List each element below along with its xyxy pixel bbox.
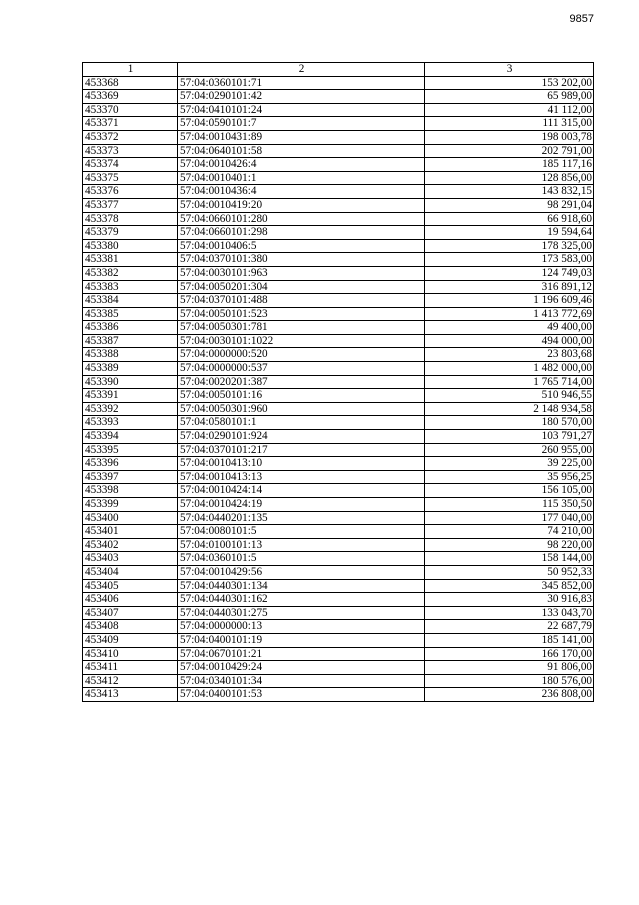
value-cell: 30 916,83 xyxy=(425,593,594,607)
table-row xyxy=(83,593,594,607)
record-number-cell: 453384 xyxy=(83,294,178,308)
record-number-cell: 453397 xyxy=(83,470,178,484)
record-number-cell: 453395 xyxy=(83,443,178,457)
record-number-cell: 453413 xyxy=(83,688,178,702)
record-number-cell: 453406 xyxy=(83,593,178,607)
cadastral-number-cell: 57:04:0010426:4 xyxy=(178,158,425,172)
cadastral-number-cell: 57:04:0010429:56 xyxy=(178,565,425,579)
table-body xyxy=(83,76,594,701)
table-row xyxy=(83,430,594,444)
cadastral-number-cell: 57:04:0100101:13 xyxy=(178,538,425,552)
cadastral-number-cell: 57:04:0080101:5 xyxy=(178,525,425,539)
table-row xyxy=(83,661,594,675)
value-cell: 1 413 772,69 xyxy=(425,307,594,321)
header-row xyxy=(83,63,594,77)
record-number-cell: 453375 xyxy=(83,171,178,185)
record-number-cell: 453371 xyxy=(83,117,178,131)
cadastral-number-cell: 57:04:0010401:1 xyxy=(178,171,425,185)
record-number-cell: 453383 xyxy=(83,280,178,294)
value-cell: 98 220,00 xyxy=(425,538,594,552)
record-number-cell: 453393 xyxy=(83,416,178,430)
table-header xyxy=(83,63,594,77)
record-number-cell: 453396 xyxy=(83,457,178,471)
record-number-cell: 453400 xyxy=(83,511,178,525)
record-number-cell: 453389 xyxy=(83,362,178,376)
table-row xyxy=(83,402,594,416)
value-cell: 91 806,00 xyxy=(425,661,594,675)
cadastral-number-cell: 57:04:0050301:781 xyxy=(178,321,425,335)
table-row xyxy=(83,103,594,117)
cadastral-number-cell: 57:04:0010429:24 xyxy=(178,661,425,675)
value-cell: 494 000,00 xyxy=(425,334,594,348)
record-number-cell: 453410 xyxy=(83,647,178,661)
cadastral-number-cell: 57:04:0660101:280 xyxy=(178,212,425,226)
table-row xyxy=(83,130,594,144)
record-number-cell: 453369 xyxy=(83,90,178,104)
cadastral-number-cell: 57:04:0010419:20 xyxy=(178,198,425,212)
value-cell: 156 105,00 xyxy=(425,484,594,498)
table-row xyxy=(83,76,594,90)
cadastral-number-cell: 57:04:0030101:963 xyxy=(178,266,425,280)
cadastral-number-cell: 57:04:0440301:162 xyxy=(178,593,425,607)
record-number-cell: 453408 xyxy=(83,620,178,634)
record-number-cell: 453390 xyxy=(83,375,178,389)
record-number-cell: 453386 xyxy=(83,321,178,335)
value-cell: 50 952,33 xyxy=(425,565,594,579)
record-number-cell: 453373 xyxy=(83,144,178,158)
table-row xyxy=(83,307,594,321)
table-row xyxy=(83,647,594,661)
cadastral-number-cell: 57:04:0340101:34 xyxy=(178,674,425,688)
cadastral-number-cell: 57:04:0010413:10 xyxy=(178,457,425,471)
table-row xyxy=(83,362,594,376)
value-cell: 39 225,00 xyxy=(425,457,594,471)
value-cell: 185 117,16 xyxy=(425,158,594,172)
cadastral-number-cell: 57:04:0020201:387 xyxy=(178,375,425,389)
table-row xyxy=(83,212,594,226)
value-cell: 178 325,00 xyxy=(425,239,594,253)
table-row xyxy=(83,443,594,457)
record-number-cell: 453399 xyxy=(83,498,178,512)
value-cell: 198 003,78 xyxy=(425,130,594,144)
record-number-cell: 453380 xyxy=(83,239,178,253)
table-row xyxy=(83,620,594,634)
cadastral-number-cell: 57:04:0290101:42 xyxy=(178,90,425,104)
value-cell: 133 043,70 xyxy=(425,606,594,620)
cadastral-number-cell: 57:04:0010424:19 xyxy=(178,498,425,512)
column-header-3: 3 xyxy=(425,63,594,77)
table-row xyxy=(83,158,594,172)
table-row xyxy=(83,334,594,348)
value-cell: 124 749,03 xyxy=(425,266,594,280)
cadastral-number-cell: 57:04:0010436:4 xyxy=(178,185,425,199)
cadastral-number-cell: 57:04:0000000:13 xyxy=(178,620,425,634)
value-cell: 23 803,68 xyxy=(425,348,594,362)
value-cell: 345 852,00 xyxy=(425,579,594,593)
value-cell: 103 791,27 xyxy=(425,430,594,444)
cadastral-number-cell: 57:04:0440301:134 xyxy=(178,579,425,593)
cadastral-number-cell: 57:04:0400101:53 xyxy=(178,688,425,702)
table-row xyxy=(83,348,594,362)
table-row xyxy=(83,321,594,335)
value-cell: 166 170,00 xyxy=(425,647,594,661)
value-cell: 65 989,00 xyxy=(425,90,594,104)
value-cell: 158 144,00 xyxy=(425,552,594,566)
value-cell: 66 918,60 xyxy=(425,212,594,226)
column-header-2: 2 xyxy=(178,63,425,77)
value-cell: 180 570,00 xyxy=(425,416,594,430)
value-cell: 2 148 934,58 xyxy=(425,402,594,416)
record-number-cell: 453372 xyxy=(83,130,178,144)
value-cell: 153 202,00 xyxy=(425,76,594,90)
cadastral-number-cell: 57:04:0440201:135 xyxy=(178,511,425,525)
table-row xyxy=(83,688,594,702)
value-cell: 1 196 609,46 xyxy=(425,294,594,308)
value-cell: 1 482 000,00 xyxy=(425,362,594,376)
table-row xyxy=(83,185,594,199)
table-row xyxy=(83,226,594,240)
cadastral-number-cell: 57:04:0010413:13 xyxy=(178,470,425,484)
record-number-cell: 453398 xyxy=(83,484,178,498)
value-cell: 173 583,00 xyxy=(425,253,594,267)
table-row xyxy=(83,511,594,525)
table-row xyxy=(83,565,594,579)
record-number-cell: 453401 xyxy=(83,525,178,539)
cadastral-number-cell: 57:04:0290101:924 xyxy=(178,430,425,444)
value-cell: 74 210,00 xyxy=(425,525,594,539)
cadastral-number-cell: 57:04:0660101:298 xyxy=(178,226,425,240)
cadastral-number-cell: 57:04:0370101:488 xyxy=(178,294,425,308)
table-row xyxy=(83,484,594,498)
cadastral-number-cell: 57:04:0440301:275 xyxy=(178,606,425,620)
cadastral-number-cell: 57:04:0360101:71 xyxy=(178,76,425,90)
table-row xyxy=(83,552,594,566)
table-row xyxy=(83,144,594,158)
value-cell: 177 040,00 xyxy=(425,511,594,525)
table-row xyxy=(83,253,594,267)
record-number-cell: 453402 xyxy=(83,538,178,552)
cadastral-number-cell: 57:04:0050201:304 xyxy=(178,280,425,294)
cadastral-number-cell: 57:04:0050301:960 xyxy=(178,402,425,416)
record-number-cell: 453376 xyxy=(83,185,178,199)
record-number-cell: 453374 xyxy=(83,158,178,172)
value-cell: 19 594,64 xyxy=(425,226,594,240)
value-cell: 49 400,00 xyxy=(425,321,594,335)
column-header-1: 1 xyxy=(83,63,178,77)
record-number-cell: 453387 xyxy=(83,334,178,348)
value-cell: 202 791,00 xyxy=(425,144,594,158)
value-cell: 236 808,00 xyxy=(425,688,594,702)
cadastral-number-cell: 57:04:0590101:7 xyxy=(178,117,425,131)
cadastral-number-cell: 57:04:0010431:89 xyxy=(178,130,425,144)
cadastral-number-cell: 57:04:0030101:1022 xyxy=(178,334,425,348)
table-row xyxy=(83,171,594,185)
record-number-cell: 453407 xyxy=(83,606,178,620)
table-row xyxy=(83,470,594,484)
record-number-cell: 453411 xyxy=(83,661,178,675)
table-row xyxy=(83,416,594,430)
cadastral-number-cell: 57:04:0000000:537 xyxy=(178,362,425,376)
cadastral-number-cell: 57:04:0400101:19 xyxy=(178,633,425,647)
table-row xyxy=(83,633,594,647)
cadastral-number-cell: 57:04:0010406:5 xyxy=(178,239,425,253)
record-number-cell: 453409 xyxy=(83,633,178,647)
value-cell: 1 765 714,00 xyxy=(425,375,594,389)
table-row xyxy=(83,294,594,308)
record-number-cell: 453394 xyxy=(83,430,178,444)
cadastral-number-cell: 57:04:0370101:380 xyxy=(178,253,425,267)
record-number-cell: 453391 xyxy=(83,389,178,403)
cadastral-number-cell: 57:04:0050101:16 xyxy=(178,389,425,403)
record-number-cell: 453379 xyxy=(83,226,178,240)
record-number-cell: 453385 xyxy=(83,307,178,321)
value-cell: 510 946,55 xyxy=(425,389,594,403)
record-number-cell: 453388 xyxy=(83,348,178,362)
record-number-cell: 453378 xyxy=(83,212,178,226)
cadastral-number-cell: 57:04:0370101:217 xyxy=(178,443,425,457)
table-row xyxy=(83,674,594,688)
cadastral-number-cell: 57:04:0360101:5 xyxy=(178,552,425,566)
table-row xyxy=(83,90,594,104)
value-cell: 260 955,00 xyxy=(425,443,594,457)
table-row xyxy=(83,266,594,280)
cadastral-number-cell: 57:04:0640101:58 xyxy=(178,144,425,158)
table-row xyxy=(83,198,594,212)
cadastral-number-cell: 57:04:0410101:24 xyxy=(178,103,425,117)
value-cell: 143 832,15 xyxy=(425,185,594,199)
table-row xyxy=(83,498,594,512)
record-number-cell: 453403 xyxy=(83,552,178,566)
table-row xyxy=(83,538,594,552)
table-row xyxy=(83,389,594,403)
record-number-cell: 453405 xyxy=(83,579,178,593)
record-number-cell: 453377 xyxy=(83,198,178,212)
table-row xyxy=(83,525,594,539)
cadastral-number-cell: 57:04:0050101:523 xyxy=(178,307,425,321)
page-number: 9857 xyxy=(569,13,594,25)
value-cell: 41 112,00 xyxy=(425,103,594,117)
cadastral-number-cell: 57:04:0010424:14 xyxy=(178,484,425,498)
value-cell: 115 350,50 xyxy=(425,498,594,512)
cadastral-number-cell: 57:04:0580101:1 xyxy=(178,416,425,430)
value-cell: 22 687,79 xyxy=(425,620,594,634)
record-number-cell: 453382 xyxy=(83,266,178,280)
value-cell: 180 576,00 xyxy=(425,674,594,688)
table-row xyxy=(83,375,594,389)
value-cell: 98 291,04 xyxy=(425,198,594,212)
record-number-cell: 453381 xyxy=(83,253,178,267)
table-row xyxy=(83,239,594,253)
table-row xyxy=(83,457,594,471)
value-cell: 128 856,00 xyxy=(425,171,594,185)
cadastral-number-cell: 57:04:0670101:21 xyxy=(178,647,425,661)
cadastral-number-cell: 57:04:0000000:520 xyxy=(178,348,425,362)
value-cell: 316 891,12 xyxy=(425,280,594,294)
registry-table xyxy=(82,62,594,702)
table-row xyxy=(83,579,594,593)
value-cell: 111 315,00 xyxy=(425,117,594,131)
record-number-cell: 453368 xyxy=(83,76,178,90)
record-number-cell: 453404 xyxy=(83,565,178,579)
table-row xyxy=(83,280,594,294)
record-number-cell: 453370 xyxy=(83,103,178,117)
value-cell: 185 141,00 xyxy=(425,633,594,647)
table-row xyxy=(83,117,594,131)
table-row xyxy=(83,606,594,620)
value-cell: 35 956,25 xyxy=(425,470,594,484)
record-number-cell: 453392 xyxy=(83,402,178,416)
record-number-cell: 453412 xyxy=(83,674,178,688)
